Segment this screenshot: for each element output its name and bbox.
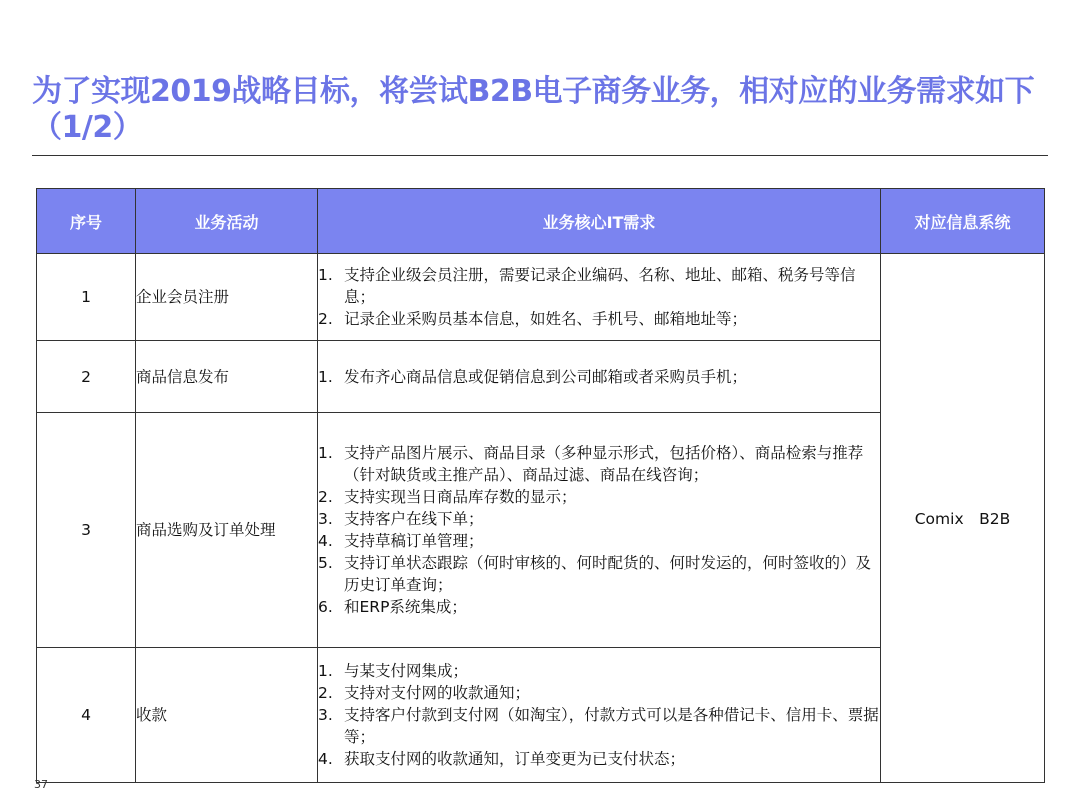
table-row	[37, 254, 1045, 341]
item-number: 2.	[318, 684, 333, 702]
page-number: 37	[34, 778, 48, 791]
item-number: 1.	[318, 444, 333, 462]
item-number: 4.	[318, 750, 333, 768]
item-text: 支持实现当日商品库存数的显示；	[344, 488, 577, 506]
row-activity: 企业会员注册	[136, 254, 318, 341]
list-item	[318, 660, 880, 682]
table-header-row	[37, 189, 1045, 254]
item-text: 支持订单状态跟踪（何时审核的、何时配货的、何时发运的，何时签收的）及历史订单查询；	[344, 554, 872, 594]
item-number: 3.	[318, 706, 333, 724]
item-number: 1.	[318, 367, 333, 386]
list-item	[318, 486, 880, 508]
row-number: 1	[37, 254, 136, 341]
item-text: 和ERP系统集成；	[344, 598, 467, 616]
row-number: 3	[37, 413, 136, 648]
list-item	[318, 308, 880, 330]
page-title: 为了实现2019战略目标，将尝试B2B电子商务业务，相对应的业务需求如下（1/2）	[32, 74, 1035, 145]
title-divider	[32, 155, 1048, 156]
row-requirements	[318, 413, 881, 648]
item-text: 支持草稿订单管理；	[344, 532, 484, 550]
item-text: 与某支付网集成；	[344, 662, 469, 680]
list-item	[318, 596, 880, 618]
header-system: 对应信息系统	[881, 189, 1045, 254]
item-text: 获取支付网的收款通知，订单变更为已支付状态；	[344, 750, 686, 768]
requirements-table	[36, 188, 1045, 783]
row-requirements	[318, 648, 881, 783]
item-text: 支持对支付网的收款通知；	[344, 684, 531, 702]
row-number: 2	[37, 341, 136, 413]
row-activity: 收款	[136, 648, 318, 783]
row-activity: 商品选购及订单处理	[136, 413, 318, 648]
header-no: 序号	[37, 189, 136, 254]
list-item	[318, 508, 880, 530]
item-text: 发布齐心商品信息或促销信息到公司邮箱或者采购员手机；	[344, 367, 748, 386]
item-text: 支持客户付款到支付网（如淘宝），付款方式可以是各种借记卡、信用卡、票据等；	[344, 706, 879, 746]
list-item	[318, 442, 880, 486]
row-requirements	[318, 254, 881, 341]
item-number: 2.	[318, 310, 333, 328]
item-number: 6.	[318, 598, 333, 616]
list-item	[318, 264, 880, 308]
list-item	[318, 552, 880, 596]
item-number: 1.	[318, 266, 333, 284]
list-item	[318, 682, 880, 704]
row-requirements	[318, 341, 881, 413]
row-activity: 商品信息发布	[136, 341, 318, 413]
system-cell: Comix B2B	[881, 254, 1045, 783]
list-item	[318, 704, 880, 748]
row-number: 4	[37, 648, 136, 783]
header-activity: 业务活动	[136, 189, 318, 254]
list-item	[318, 530, 880, 552]
header-requirements: 业务核心IT需求	[318, 189, 881, 254]
item-text: 记录企业采购员基本信息，如姓名、手机号、邮箱地址等；	[344, 310, 748, 328]
item-text: 支持产品图片展示、商品目录（多种显示形式，包括价格）、商品检索与推荐（针对缺货或主推产品）、商品过滤、商品在线咨询；	[344, 444, 864, 484]
item-text: 支持客户在线下单；	[344, 510, 484, 528]
item-number: 5.	[318, 554, 333, 572]
list-item	[318, 366, 880, 388]
item-number: 2.	[318, 488, 333, 506]
item-number: 3.	[318, 510, 333, 528]
item-text: 支持企业级会员注册，需要记录企业编码、名称、地址、邮箱、税务号等信息；	[344, 266, 856, 306]
list-item	[318, 748, 880, 770]
item-number: 4.	[318, 532, 333, 550]
item-number: 1.	[318, 662, 333, 680]
